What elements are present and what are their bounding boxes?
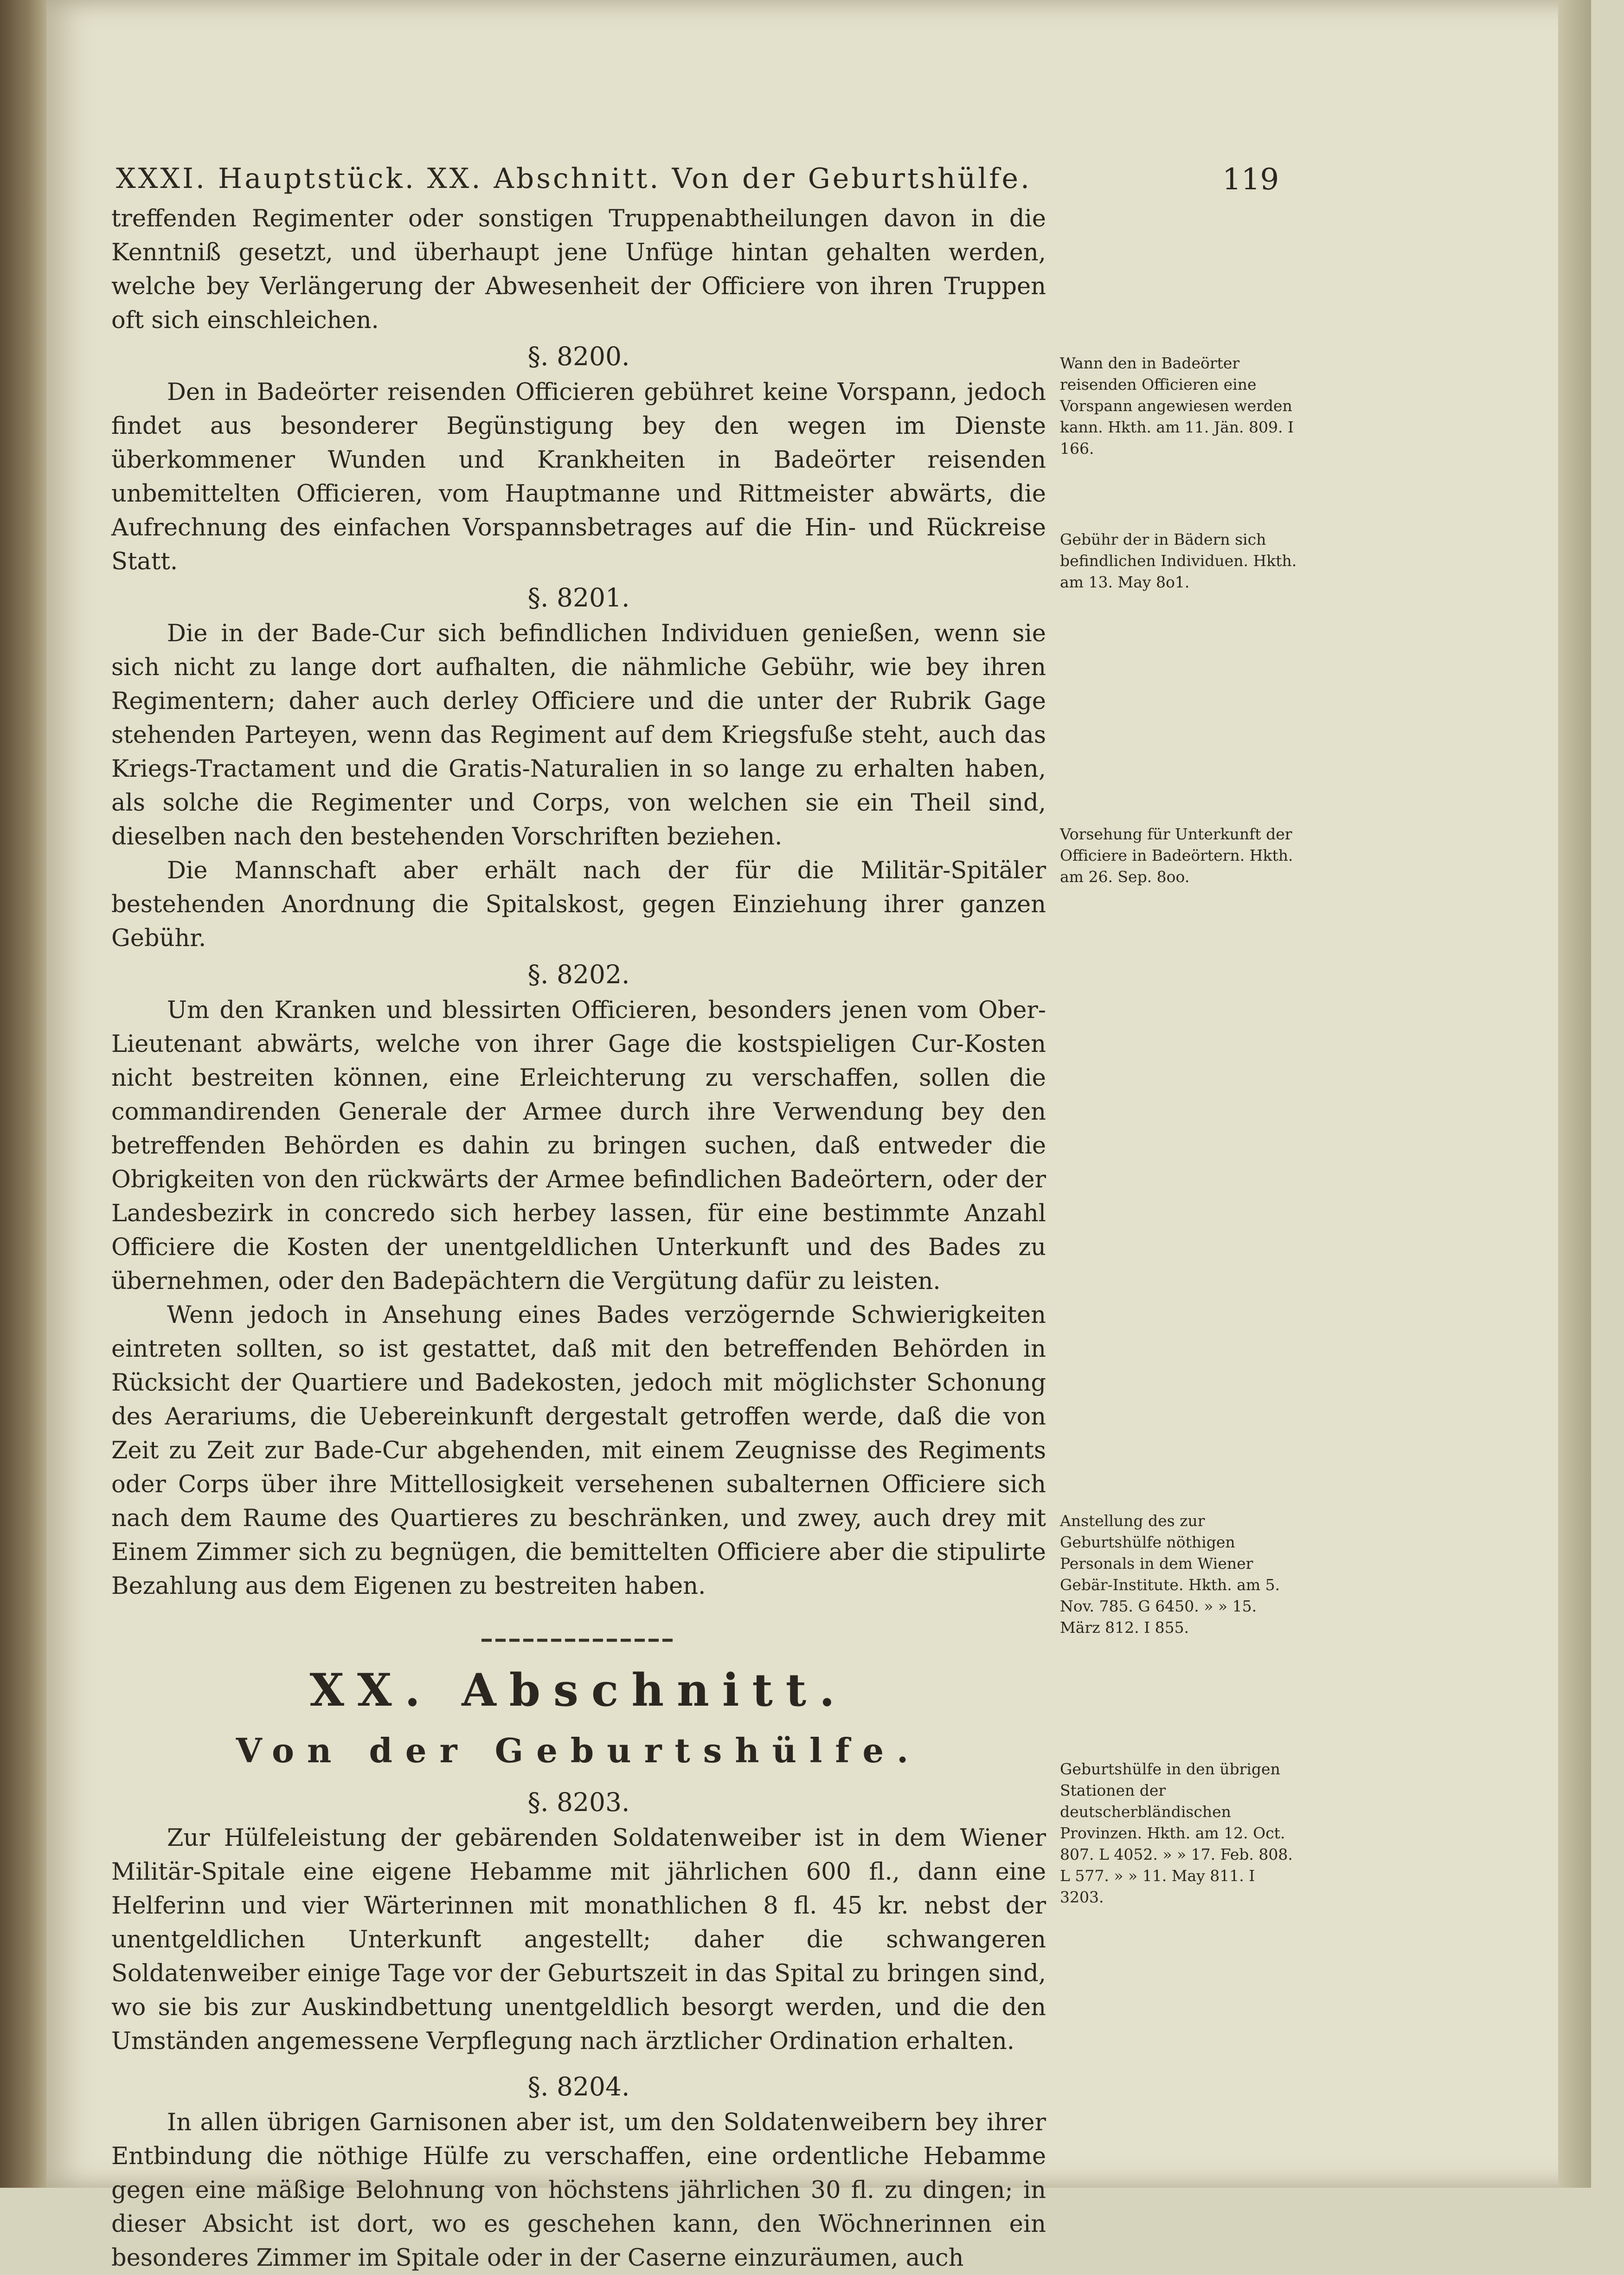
paragraph-8202-a: Um den Kranken und blessirten Officieren, besonders jenen vom Ober-Lieutenant abwärts, welche von ihrer Gage die kostspieligen Cur-Kosten nicht bestreiten können, eine Erleichterung zu verschaffen, sollen die commandirenden Generale der Armee durch ihre Verwendung bey den betreffenden Behörden es dahin zu bringen suchen, daß entweder die Obrigkeiten von den rückwärts der Armee befindlichen Badeörtern, oder der Landesbezirk in concredo sich herbey lassen, für eine bestimmte Anzahl Officiere die Kosten der unentgeldlichen Unterkunft und des Bades zu übernehmen, oder den Badepächtern die Vergütung dafür zu leisten. [111,997,1046,1295]
margin-note-8202: Vorsehung für Unterkunft der Officiere in Badeörtern. Hkth. am 26. Sep. 8oo. [1060,825,1293,886]
book-binding [0,0,46,2188]
page-edge [1558,0,1591,2188]
main-text-column [111,202,1046,2275]
section-heading-8202: §. 8202. [527,960,630,989]
page-number: 119 [1222,162,1279,197]
paragraph-8200: Den in Badeörter reisenden Officieren gebühret keine Vorspann, jedoch findet aus besonderer Begünstigung bey den wegen im Dienste überkommener Wunden und Krankheiten in Badeörter reisenden unbemittelten Officieren, vom Hauptmanne und Rittmeister abwärts, die Aufrechnung des einfachen Vorspannsbetrages auf die Hin- und Rückreise Statt. [111,379,1046,575]
chapter-subtitle: Von der Geburtshülfe. [236,1731,922,1770]
margin-note-8203: Anstellung des zur Geburtshülfe nöthigen Personals in dem Wiener Gebär-Institute. Hkth. am 5. Nov. 785. G 6450. » » 15. März 812. I 855. [1060,1512,1280,1637]
section-heading-8203: §. 8203. [527,1787,630,1817]
section-heading-8204: §. 8204. [527,2072,630,2101]
margin-note-8204: Geburtshülfe in den übrigen Stationen der deutscherbländischen Provinzen. Hkth. am 12. Oct. 807. L 4052. » » 17. Feb. 808. L 577. » » 11. May 811. I 3203. [1060,1760,1293,1906]
section-heading-8201: §. 8201. [527,583,630,612]
running-header: XXXI. Hauptstück. XX. Abschnitt. Von der Geburtshülfe. [116,162,1032,195]
margin-note-8200: Wann den in Badeörter reisenden Officieren eine Vorspann angewiesen werden kann. Hkth. am 11. Jän. 809. I 166. [1060,354,1294,458]
paragraph-8201-a: Die in der Bade-Cur sich befindlichen Individuen genießen, wenn sie sich nicht zu lange dort aufhalten, die nähmliche Gebühr, wie bey ihren Regimentern; daher auch derley Officiere und die unter der Rubrik Gage stehenden Parteyen, wenn das Regiment auf dem Kriegsfuße steht, auch das Kriegs-Tractament und die Gratis-Naturalien in so lange zu erhalten haben, als solche die Regimenter und Corps, von welchen sie ein Theil sind, dieselben nach den bestehenden Vorschriften beziehen. [111,620,1046,851]
decorative-rule [481,1637,676,1644]
paragraph-8203: Zur Hülfeleistung der gebärenden Soldatenweiber ist in dem Wiener Militär-Spitale eine eigene Hebamme mit jährlichen 600 fl., dann eine Helferinn und vier Wärterinnen mit monathlichen 8 fl. 45 kr. nebst der unentgeldlichen Unterkunft angestellt; daher die schwangeren Soldatenweiber einige Tage vor der Geburtszeit in das Spital zu bringen sind, wo sie bis zur Auskindbettung unentgeldlich besorgt werden, und die den Umständen angemessene Verpflegung nach ärztlicher Ordination erhalten. [111,1824,1046,2055]
chapter-title: XX. Abschnitt. [309,1664,848,1716]
paragraph-8204: In allen übrigen Garnisonen aber ist, um den Soldatenweibern bey ihrer Entbindung die nöthige Hülfe zu verschaffen, eine ordentliche Hebamme gegen eine mäßige Belohnung von höchstens jährlichen 30 fl. zu dingen; in dieser Absicht ist dort, wo es geschehen kann, den Wöchnerinnen ein besonderes Zimmer im Spitale oder in der Caserne einzuräumen, auch [111,2109,1046,2272]
section-heading-8200: §. 8200. [527,342,630,371]
paragraph-continued: treffenden Regimenter oder sonstigen Truppenabtheilungen davon in die Kenntniß gesetzt, und überhaupt jene Unfüge hintan gehalten werden, welche bey Verlängerung der Abwesenheit der Officiere von ihren Truppen oft sich einschleichen. [111,205,1046,334]
paragraph-8201-b: Die Mannschaft aber erhält nach der für die Militär-Spitäler bestehenden Anordnung die Spitalskost, gegen Einziehung ihrer ganzen Gebühr. [111,857,1046,952]
margin-note-8201: Gebühr der in Bädern sich befindlichen Individuen. Hkth. am 13. May 8o1. [1060,530,1297,591]
paragraph-8202-b: Wenn jedoch in Ansehung eines Bades verzögernde Schwierigkeiten eintreten sollten, so ist gestattet, daß mit den betreffenden Behörden in Rücksicht der Quartiere und Badekosten, jedoch mit möglichster Schonung des Aerariums, die Uebereinkunft dergestalt getroffen werde, daß die von Zeit zu Zeit zur Bade-Cur abgehenden, mit einem Zeugnisse des Regiments oder Corps über ihre Mittellosigkeit versehenen subalternen Officiere sich nach dem Raume des Quartieres zu beschränken, und zwey, auch drey mit Einem Zimmer sich zu begnügen, die bemittelten Officiere aber die stipulirte Bezahlung aus dem Eigenen zu bestreiten haben. [111,1302,1046,1600]
